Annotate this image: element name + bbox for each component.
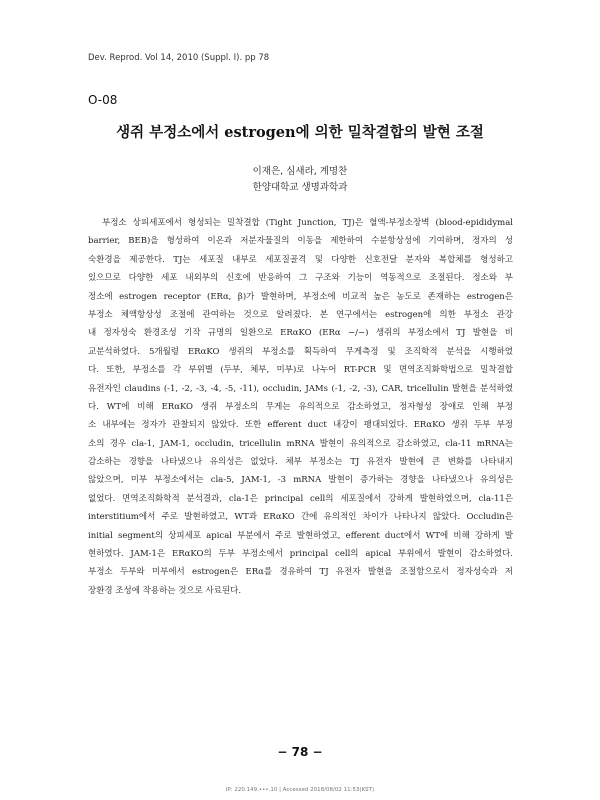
abstract-line: 장환경 조성에 작용하는 것으로 사료된다. (88, 585, 242, 596)
abstract-line: 숙환경을 제공한다. TJ는 세포질 내부로 세포질골격 및 다양한 신호전달 분자와 복합체를 형성하고 (88, 254, 513, 265)
abstract-line: 다. WT에 비해 ERαKO 생쥐 부정소의 무게는 유의적으로 감소하였고, 정자형성 장애로 인해 부정 (88, 401, 513, 412)
affiliation: 한양대학교 생명과학과 (252, 182, 348, 193)
abstract-line: 않았으며, 미부 부정소에서는 cla-5, JAM-1, -3 mRNA 발현이 증가하는 경향을 나타냈으나 유의성은 (88, 475, 513, 486)
abstract-line: initial segment의 상피세포 apical 부분에서 주로 발현하였고, efferent duct에서 WT에 비해 강하게 발 (88, 530, 513, 541)
abstract-line: 다. 또한, 부정소를 각 부위별 (두부, 체부, 미부)로 나누어 RT-PCR 및 면역조직화학법으로 밀착결합 (88, 365, 513, 376)
abstract-body (88, 214, 513, 600)
abstract-line: 내 정자성숙 환경조성 기작 규명의 일환으로 ERαKO (ERα −/−) 생쥐의 부정소에서 TJ 발현을 비 (88, 328, 513, 339)
abstract-id: O-08 (88, 93, 118, 107)
abstract-line: 없었다. 면역조직화학적 분석결과, cla-1은 principal cell의 세포질에서 강하게 발현하였으며, cla-11은 (88, 493, 513, 504)
abstract-line: 현하였다. JAM-1은 ERαKO의 두부 부정소에서 principal cell의 apical 부위에서 발현이 감소하였다. (88, 549, 513, 560)
abstract-line: 교분석하였다. 5개월령 ERαKO 생쥐의 부정소를 획득하여 무게측정 및 조직학적 분석을 시행하였 (88, 346, 513, 357)
abstract-line: interstitium에서 주로 발현하였고, WT과 ERαKO 간에 유의적인 차이가 나타나지 않았다. Occludin은 (88, 512, 513, 523)
abstract-line: 부정소 상피세포에서 형성되는 밀착결합 (Tight Junction, TJ)은 혈액-부정소장벽 (blood-epididymal (102, 218, 513, 228)
paper-title: 생쥐 부정소에서 estrogen에 의한 밀착결합의 발현 조절 (116, 124, 484, 141)
journal-reference: Dev. Reprod. Vol 14, 2010 (Suppl. I). pp 78 (88, 53, 270, 63)
abstract-line: 유전자인 claudins (-1, -2, -3, -4, -5, -11), occludin, JAMs (-1, -2, -3), CAR, tricellulin 발현을 분석하였 (88, 383, 513, 394)
page-number: − 78 − (277, 745, 323, 759)
access-footer: IP: 220.149.•••.10 | Accessed 2018/08/02 11:53(KST) (225, 787, 375, 793)
abstract-line: 소 내부에는 정자가 관찰되지 않았다. 또한 efferent duct 내강이 팽대되었다. ERαKO 생쥐 두부 부정 (88, 420, 513, 431)
abstract-line: 부정소 두부와 미부에서 estrogen은 ERα를 경유하여 TJ 유전자 발현을 조절함으로서 정자성숙과 저 (88, 567, 513, 578)
abstract-line: 있으므로 다양한 세포 내외부의 신호에 반응하여 그 구조와 기능이 역동적으로 조절된다. 정소와 부 (88, 273, 513, 284)
abstract-line: 정소에 estrogen receptor (ERα, β)가 발현하며, 부정소에 비교적 높은 농도로 존재하는 estrogen은 (88, 291, 513, 302)
abstract-line: 소의 경우 cla-1, JAM-1, occludin, tricellulin mRNA 발현이 유의적으로 감소하였고, cla-11 mRNA는 (88, 438, 513, 449)
abstract-line: barrier, BEB)을 형성하여 이온과 저분자물질의 이동을 제한하여 수분항상성에 기여하며, 정자의 성 (88, 236, 513, 247)
author-list: 이재은, 심새라, 계명찬 (252, 166, 348, 177)
abstract-line: 부정소 체액항상성 조절에 관여하는 것으로 알려졌다. 본 연구에서는 estrogen에 의한 부정소 관강 (88, 309, 513, 320)
abstract-line: 감소하는 경향을 나타냈으나 유의성은 없었다. 체부 부정소는 TJ 유전자 발현에 큰 변화를 나타내지 (88, 457, 513, 468)
